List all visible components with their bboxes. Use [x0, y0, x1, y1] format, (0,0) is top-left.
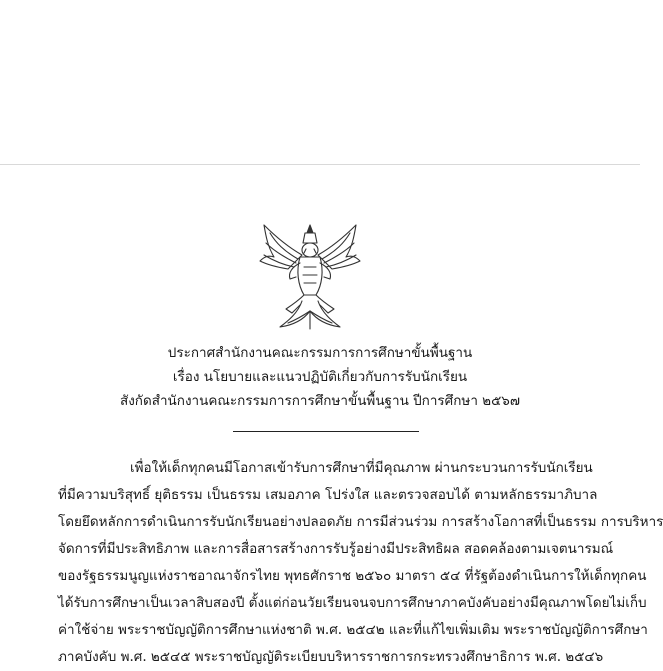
paragraph-line: ค่าใช้จ่าย พระราชบัญญัติการศึกษาแห่งชาติ พ.ศ. ๒๕๔๒ และที่แก้ไขเพิ่มเติม พระราชบัญญัติการศึกษา — [58, 622, 648, 638]
paragraph-line: ที่มีความบริสุทธิ์ ยุติธรรม เป็นธรรม เสมอภาค โปร่งใส และตรวจสอบได้ ตามหลักธรรมาภิบาล — [58, 487, 598, 503]
paragraph-line: จัดการที่มีประสิทธิภาพ และการสื่อสารสร้างการรับรู้อย่างมีประสิทธิผล สอดคล้องตามเจตนารมณ์ — [58, 541, 614, 557]
heading-underline — [233, 431, 419, 432]
document-page — [0, 165, 663, 665]
garuda-emblem-icon — [258, 223, 362, 333]
announcement-heading — [40, 341, 600, 413]
paragraph-line: เพื่อให้เด็กทุกคนมีโอกาสเข้ารับการศึกษาที่มีคุณภาพ ผ่านกระบวนการรับนักเรียน — [130, 460, 593, 476]
blank-area — [0, 0, 640, 164]
paragraph-line: โดยยึดหลักการดำเนินการรับนักเรียนอย่างปลอดภัย การมีส่วนร่วม การสร้างโอกาสที่เป็นธรรม การบริหาร — [58, 514, 663, 530]
body-paragraph — [58, 455, 663, 671]
heading-line-1: ประกาศสำนักงานคณะกรรมการการศึกษาขั้นพื้นฐาน — [167, 345, 473, 361]
paragraph-line: ภาคบังคับ พ.ศ. ๒๕๔๕ พระราชบัญญัติระเบียบบริหารราชการกระทรวงศึกษาธิการ พ.ศ. ๒๕๔๖ — [58, 649, 604, 665]
paragraph-line: ของรัฐธรรมนูญแห่งราชอาณาจักรไทย พุทธศักราช ๒๕๖๐ มาตรา ๕๔ ที่รัฐต้องดำเนินการให้เด็กทุกคน — [58, 568, 647, 584]
paragraph-line: ได้รับการศึกษาเป็นเวลาสิบสองปี ตั้งแต่ก่อนวัยเรียนจนจบการศึกษาภาคบังคับอย่างมีคุณภาพโดยไม่เก็บ — [58, 595, 647, 611]
heading-line-2: เรื่อง นโยบายและแนวปฏิบัติเกี่ยวกับการรับนักเรียน — [172, 369, 468, 385]
heading-line-3: สังกัดสำนักงานคณะกรรมการการศึกษาขั้นพื้นฐาน ปีการศึกษา ๒๕๖๗ — [119, 393, 521, 409]
